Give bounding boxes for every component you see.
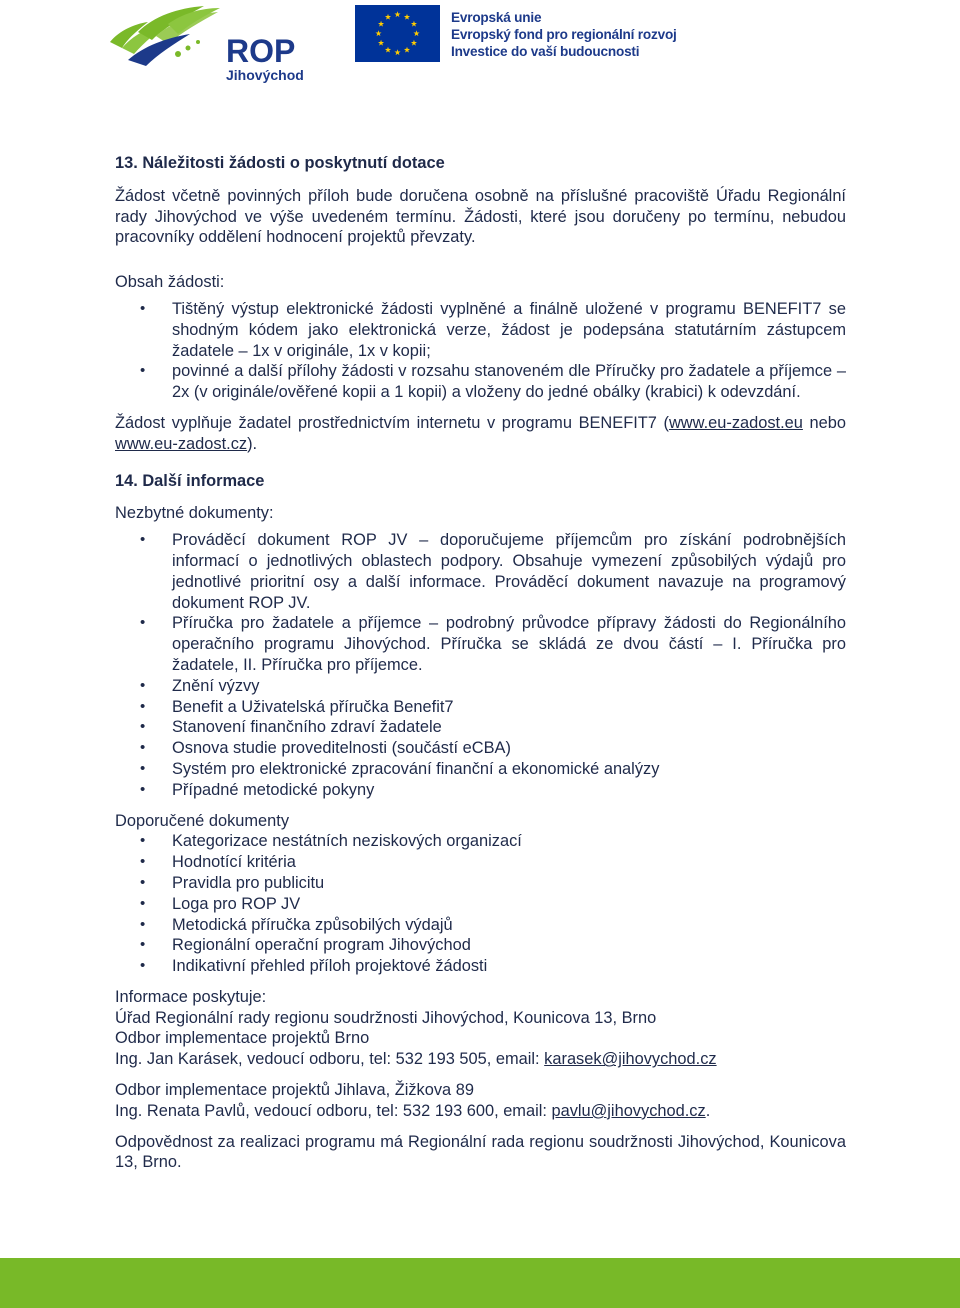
page-header	[0, 0, 960, 100]
eu-text-line3: Investice do vaší budoucnosti	[451, 44, 640, 59]
karasek-email-link[interactable]: karasek@jihovychod.cz	[544, 1050, 717, 1069]
document-body	[115, 153, 846, 1173]
list-item: • Příručka pro žadatele a příjemce – podrobný průvodce přípravy žádosti do Regionálního operačního programu Jihovýchod. Příručka se skládá ze dvou částí – I. Příručka pro žadatele, II. Příručka pro příjemce.	[115, 613, 846, 675]
dept-brno: Odbor implementace projektů Brno	[115, 1029, 370, 1048]
svg-text:ROP: ROP	[226, 33, 296, 69]
responsibility-note: Odpovědnost za realizaci programu má Regionální rada regionu soudržnosti Jihovýchod, Kounicova 13, Brno.	[115, 1132, 846, 1172]
benefit7-instructions: Žádost vyplňuje žadatel prostřednictvím internetu v programu BENEFIT7 (www.eu-zadost.eu nebo www.eu-zadost.cz).	[115, 413, 846, 453]
eu-flag-icon	[355, 5, 440, 62]
contents-list	[115, 299, 846, 403]
required-docs-list	[115, 530, 846, 800]
svg-text:Jihovýchod: Jihovýchod	[226, 67, 304, 83]
section-14-heading: 14. Další informace	[115, 471, 265, 490]
list-item: • Pravidla pro publicitu	[115, 873, 846, 894]
list-item: • Znění výzvy	[115, 676, 846, 697]
contact-karasek: Ing. Jan Karásek, vedoucí odboru, tel: 532 193 505, email: karasek@jihovychod.cz	[115, 1050, 717, 1069]
list-item: • Metodická příručka způsobilých výdajů	[115, 915, 846, 936]
pavlu-email-link[interactable]: pavlu@jihovychod.cz	[551, 1101, 706, 1120]
list-item: • Benefit a Uživatelská příručka Benefit7	[115, 697, 846, 718]
section-13-intro: Žádost včetně povinných příloh bude doručena osobně na příslušné pracoviště Úřadu Regionální rady Jihovýchod ve výše uvedeném termínu. Žádosti, které jsou doručeny po termínu, nebudou pracovníky oddělení hodnocení projektů převzaty.	[115, 186, 846, 247]
list-item: • Případné metodické pokyny	[115, 780, 846, 801]
recommended-docs-label: Doporučené dokumenty	[115, 811, 290, 830]
list-item: • Tištěný výstup elektronické žádosti vyplněné a finálně uložené v programu BENEFIT7 se shodným kódem jako elektronická verze, žádost je podepsána statutárním zástupcem žadatele – 1x v originále, 1x v kopii;	[115, 299, 846, 361]
rop-logo-leaf-icon	[110, 6, 220, 66]
list-item: • Loga pro ROP JV	[115, 894, 846, 915]
footer-green-band	[0, 1258, 960, 1308]
rop-jihovychod-logo	[108, 2, 318, 84]
office-address: Úřad Regionální rady regionu soudržnosti Jihovýchod, Kounicova 13, Brno	[115, 1008, 657, 1027]
section-13-heading: 13. Náležitosti žádosti o poskytnutí dotace	[115, 154, 445, 172]
list-item: • Systém pro elektronické zpracování finanční a ekonomické analýzy	[115, 759, 846, 780]
list-item: • Kategorizace nestátních neziskových organizací	[115, 831, 846, 852]
list-item: • Osnova studie proveditelnosti (součástí eCBA)	[115, 738, 846, 759]
eu-zadost-eu-link[interactable]: www.eu-zadost.eu	[668, 413, 803, 432]
recommended-docs-list	[115, 831, 846, 977]
eu-text-line2: Evropský fond pro regionální rozvoj	[451, 27, 677, 42]
eu-zadost-cz-link[interactable]: www.eu-zadost.cz	[115, 434, 248, 453]
list-item: • Regionální operační program Jihovýchod	[115, 935, 846, 956]
contents-label: Obsah žádosti:	[115, 273, 225, 292]
dept-jihlava: Odbor implementace projektů Jihlava, Žižkova 89	[115, 1081, 474, 1100]
list-item: • Indikativní přehled příloh projektové žádosti	[115, 956, 846, 977]
list-item: • Hodnotící kritéria	[115, 852, 846, 873]
eu-text-line1: Evropská unie	[451, 10, 542, 25]
info-label: Informace poskytuje:	[115, 987, 267, 1006]
contact-pavlu: Ing. Renata Pavlů, vedoucí odboru, tel: 532 193 600, email: pavlu@jihovychod.cz.	[115, 1101, 711, 1120]
list-item: • Stanovení finančního zdraví žadatele	[115, 717, 846, 738]
required-docs-label: Nezbytné dokumenty:	[115, 504, 274, 523]
list-item: • Prováděcí dokument ROP JV – doporučujeme příjemcům pro získání podrobnějších informací o jednotlivých oblastech podpory. Obsahuje vymezení způsobilých výdajů pro jednotlivé prioritní osy a další informace. Prováděcí dokument navazuje na programový dokument ROP JV.	[115, 530, 846, 613]
eu-text-block	[451, 9, 677, 60]
list-item: • povinné a další přílohy žádosti v rozsahu stanoveném dle Příručky pro žadatele a příjemce – 2x (v originále/ověřené kopii a 1 kopii) a vloženy do jedné obálky (krabici) k odevzdání.	[115, 361, 846, 403]
